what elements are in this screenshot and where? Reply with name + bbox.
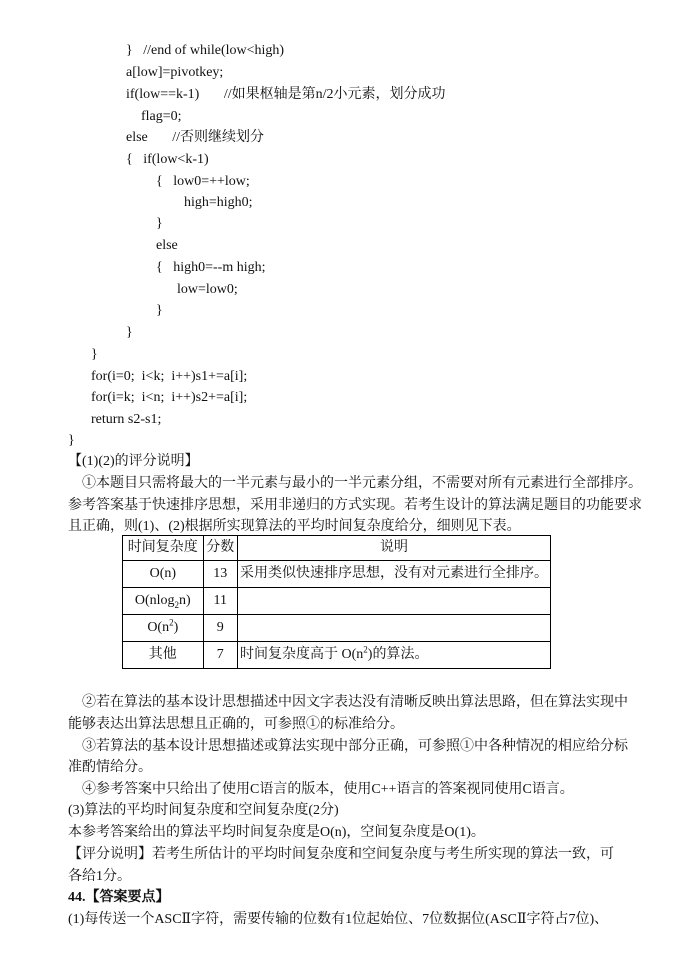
- description-cell: [238, 615, 551, 642]
- code-line: }: [156, 216, 163, 231]
- paragraph: ④参考答案中只给出了使用C语言的版本，使用C++语言的答案视同使用C语言。: [82, 782, 574, 797]
- complexity-superscript: 2: [169, 617, 174, 628]
- paragraph: ③若算法的基本设计思想描述或算法实现中部分正确，可参照①中各种情况的相应给分标: [82, 739, 628, 754]
- code-line: }: [126, 325, 133, 340]
- table-row: [123, 588, 551, 615]
- paragraph: 且正确，则(1)、(2)根据所实现算法的平均时间复杂度给分，细则见下表。: [68, 519, 521, 534]
- description-cell: 采用类似快速排序思想，没有对元素进行全排序。: [238, 561, 551, 588]
- code-line: { if(low<k-1): [126, 152, 209, 167]
- code-line: low=low0;: [177, 282, 238, 297]
- complexity-cell: 其他: [123, 642, 204, 669]
- code-line: else: [156, 238, 178, 253]
- score-cell: 13: [203, 561, 237, 588]
- code-line: }: [156, 303, 163, 318]
- paragraph: 本参考答案给出的算法平均时间复杂度是O(n)，空间复杂度是O(1)。: [68, 825, 485, 840]
- description-superscript: 2: [363, 644, 368, 655]
- paragraph: 各给1分。: [68, 869, 131, 884]
- paragraph: 能够表达出算法思想且正确的，可参照①的标准给分。: [68, 717, 404, 732]
- complexity-cell: [123, 615, 204, 642]
- description-text: 时间复杂度高于 O(n: [240, 647, 364, 662]
- description-cell: [238, 588, 551, 615]
- score-cell: 7: [203, 642, 237, 669]
- description-cell: [238, 642, 551, 669]
- scoring-table: [122, 535, 551, 669]
- header-description: 说明: [238, 536, 551, 561]
- code-line: if(low==k-1) //如果枢轴是第n/2小元素，划分成功: [126, 87, 446, 102]
- paragraph: ①本题目只需将最大的一半元素与最小的一半元素分组，不需要对所有元素进行全部排序。: [82, 476, 642, 491]
- complexity-text-tail: n): [179, 593, 191, 608]
- paragraph: (3)算法的平均时间复杂度和空间复杂度(2分): [68, 803, 339, 818]
- code-line: else //否则继续划分: [126, 130, 265, 145]
- code-line: return s2-s1;: [91, 412, 162, 427]
- complexity-text: O(n: [147, 620, 170, 635]
- table-header-row: [123, 536, 551, 561]
- complexity-text: O(nlog: [134, 593, 175, 608]
- table-row: [123, 615, 551, 642]
- code-line: high=high0;: [184, 195, 253, 210]
- paragraph: 准酌情给分。: [68, 760, 152, 775]
- paragraph: 参考答案基于快速排序思想，采用非递归的方式实现。若考生设计的算法满足题目的功能要求: [68, 498, 642, 513]
- code-line: for(i=0; i<k; i++)s1+=a[i];: [91, 369, 248, 384]
- score-cell: 9: [203, 615, 237, 642]
- code-line: }: [68, 433, 75, 448]
- header-score: 分数: [203, 536, 237, 561]
- paragraph: ②若在算法的基本设计思想描述中因文字表达没有清晰反映出算法思路，但在算法实现中: [82, 695, 628, 710]
- table-row: [123, 642, 551, 669]
- description-text-tail: )的算法。: [367, 647, 429, 662]
- notes-heading: 【(1)(2)的评分说明】: [68, 454, 199, 469]
- complexity-cell: [123, 588, 204, 615]
- table-row: [123, 561, 551, 588]
- code-line: { high0=--m high;: [156, 260, 266, 275]
- complexity-subscript: 2: [174, 599, 180, 610]
- code-line: for(i=k; i<n; i++)s2+=a[i];: [91, 390, 248, 405]
- score-cell: 11: [203, 588, 237, 615]
- code-line: a[low]=pivotkey;: [126, 65, 224, 80]
- complexity-text-tail: ): [173, 620, 179, 635]
- paragraph: 【评分说明】若考生所估计的平均时间复杂度和空间复杂度与考生所实现的算法一致，可: [68, 847, 614, 862]
- question-heading: 44.【答案要点】: [68, 890, 170, 905]
- code-line: } //end of while(low<high): [126, 43, 285, 58]
- header-complexity: 时间复杂度: [123, 536, 204, 561]
- paragraph: (1)每传送一个ASCⅡ字符，需要传输的位数有1位起始位、7位数据位(ASCⅡ字符占7位)、: [68, 912, 609, 927]
- code-line: }: [91, 347, 98, 362]
- code-line: flag=0;: [141, 109, 182, 124]
- code-line: { low0=++low;: [156, 174, 250, 189]
- complexity-cell: O(n): [123, 561, 204, 588]
